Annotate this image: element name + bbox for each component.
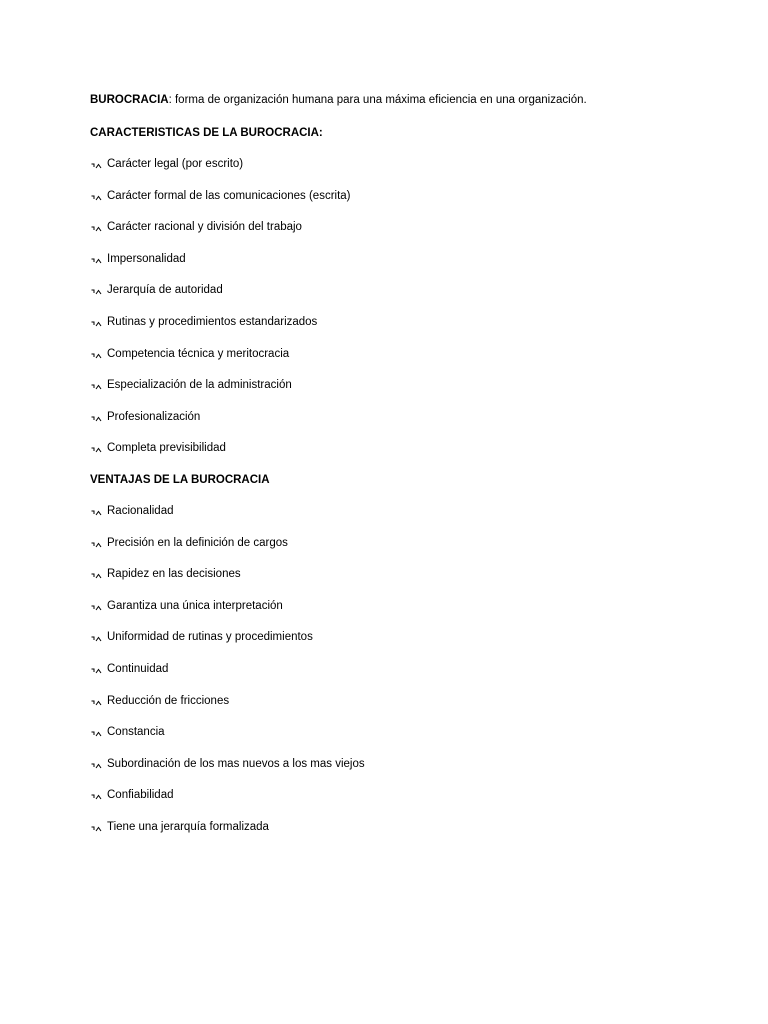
list-item (90, 251, 750, 267)
list-item (90, 156, 750, 172)
list-item-text: Garantiza una única interpretación (107, 599, 283, 612)
list-item-text: Jerarquía de autoridad (107, 284, 223, 297)
list-item (90, 314, 750, 330)
list-item (90, 219, 750, 235)
arrow-bullet-icon (90, 724, 107, 740)
arrow-bullet-icon (90, 503, 107, 519)
list-item-text: Racionalidad (107, 504, 174, 517)
list-item-text: Tiene una jerarquía formalizada (107, 820, 269, 833)
arrow-bullet-icon (90, 566, 107, 582)
list-item-text: Carácter legal (por escrito) (107, 158, 244, 170)
intro-paragraph (90, 92, 750, 108)
arrow-bullet-icon (90, 219, 107, 235)
list-item-text: Impersonalidad (107, 252, 186, 265)
arrow-bullet-icon (90, 314, 107, 330)
list-item (90, 346, 750, 362)
list-item (90, 724, 750, 740)
list-ventajas (90, 503, 750, 835)
arrow-bullet-icon (90, 819, 107, 835)
list-item (90, 503, 750, 519)
list-item-text: Competencia técnica y meritocracia (107, 347, 290, 360)
heading-caracteristicas: CARACTERISTICAS DE LA BUROCRACIA: (90, 127, 323, 139)
list-item-text: Rutinas y procedimientos estandarizados (107, 315, 318, 328)
list-item-text: Profesionalización (107, 410, 201, 423)
list-item-text: Constancia (107, 726, 165, 739)
list-item-text: Subordinación de los mas nuevos a los mas viejos (107, 757, 365, 770)
arrow-bullet-icon (90, 346, 107, 362)
arrow-bullet-icon (90, 598, 107, 614)
arrow-bullet-icon (90, 282, 107, 298)
heading-ventajas: VENTAJAS DE LA BUROCRACIA (90, 473, 270, 486)
list-item-text: Reducción de fricciones (107, 694, 230, 707)
arrow-bullet-icon (90, 251, 107, 267)
list-item (90, 377, 750, 393)
arrow-bullet-icon (90, 440, 107, 456)
list-item-text: Especialización de la administración (107, 379, 292, 392)
list-item (90, 598, 750, 614)
arrow-bullet-icon (90, 377, 107, 393)
list-item-text: Carácter racional y división del trabajo (107, 221, 302, 234)
list-item (90, 661, 750, 677)
arrow-bullet-icon (90, 661, 107, 677)
arrow-bullet-icon (90, 629, 107, 645)
list-item-text: Confiabilidad (107, 789, 174, 802)
list-item (90, 629, 750, 645)
list-caracteristicas (90, 156, 750, 456)
list-item (90, 535, 750, 551)
list-item-text: Rapidez en las decisiones (107, 568, 241, 581)
list-item-text: Uniformidad de rutinas y procedimientos (107, 631, 313, 644)
list-item-text: Continuidad (107, 662, 169, 675)
list-item (90, 756, 750, 772)
list-item-text: Precisión en la definición de cargos (107, 536, 288, 549)
list-item (90, 787, 750, 803)
intro-definition: : forma de organización humana para una máxima eficiencia en una organización. (168, 94, 587, 106)
list-item-text: Completa previsibilidad (107, 442, 226, 455)
arrow-bullet-icon (90, 535, 107, 551)
arrow-bullet-icon (90, 409, 107, 425)
list-item (90, 693, 750, 709)
intro-term: BUROCRACIA (90, 94, 169, 106)
list-item (90, 188, 750, 204)
list-item (90, 819, 750, 835)
arrow-bullet-icon (90, 693, 107, 709)
list-item (90, 282, 750, 298)
document-page (90, 92, 750, 835)
arrow-bullet-icon (90, 188, 107, 204)
arrow-bullet-icon (90, 756, 107, 772)
list-item (90, 409, 750, 425)
arrow-bullet-icon (90, 156, 107, 172)
arrow-bullet-icon (90, 787, 107, 803)
list-item-text: Carácter formal de las comunicaciones (escrita) (107, 189, 351, 202)
list-item (90, 440, 750, 456)
list-item (90, 566, 750, 582)
